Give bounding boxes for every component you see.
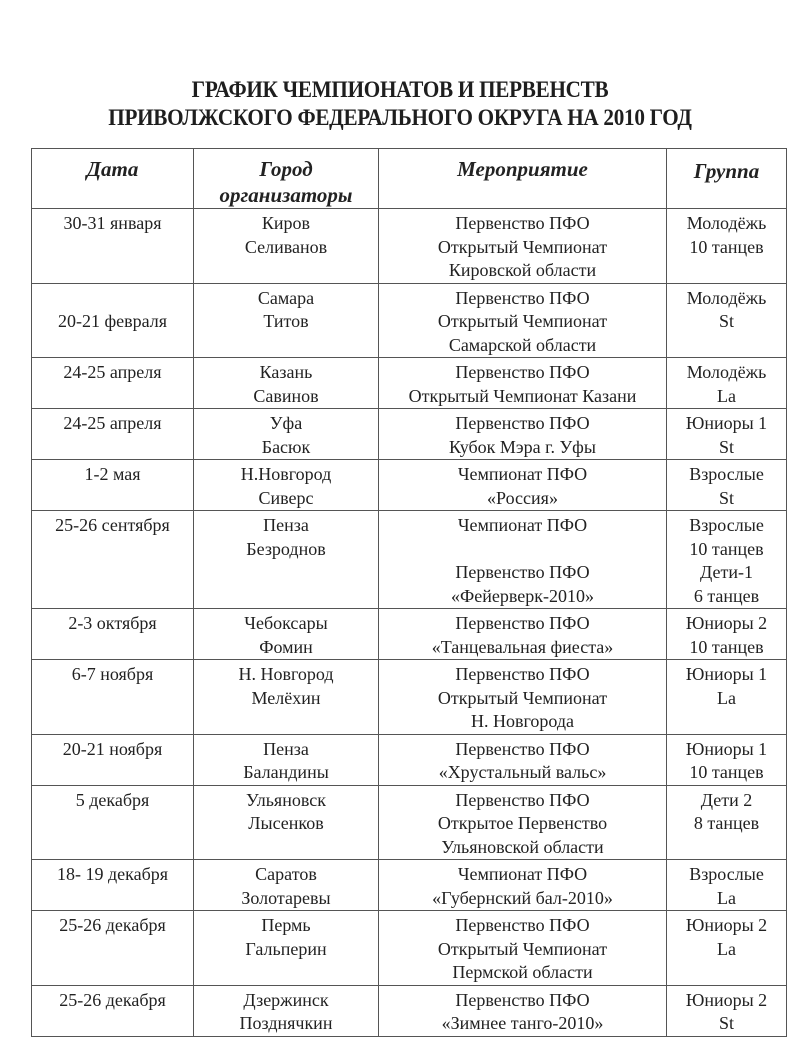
event-cell-line: «Губернский бал-2010» [432,887,613,908]
date-cell-text: 6-7 ноября [71,664,154,684]
group-cell-line: 8 танцев [693,813,760,833]
document-title-line-1: ГРАФИК ЧЕМПИОНАТОВ И ПЕРВЕНСТВ [191,77,609,102]
group-cell-line: La [717,938,736,959]
event-cell [379,283,667,358]
date-cell-text: 2-3 октября [68,613,157,633]
group-cell-line: 10 танцев [689,636,764,657]
group-cell-line: Молодёжь [686,287,767,308]
event-cell-line: Первенство ПФО [455,362,590,382]
city-organizer-cell-line: Позднячкин [239,1013,333,1033]
group-cell [667,511,787,609]
group-cell-line: Юниоры 2 [685,915,768,935]
table-row [32,283,787,358]
header-date-label: Дата [86,157,139,181]
table-row [32,460,787,511]
city-organizer-cell-line: Сиверс [258,487,314,508]
header-city [194,149,379,209]
event-cell-line: Открытый Чемпионат [437,938,608,959]
city-organizer-cell-line: Пенза [263,515,309,535]
city-organizer-cell-line: Н.Новгород [240,464,332,484]
group-cell [667,911,787,986]
city-organizer-cell-line: Чебоксары [244,613,328,633]
group-cell [667,734,787,785]
group-cell-line: Юниоры 1 [685,664,768,684]
date-cell [32,358,194,409]
date-cell [32,734,194,785]
group-cell [667,283,787,358]
header-date [32,149,194,209]
header-event [379,149,667,209]
group-cell [667,609,787,660]
group-cell [667,785,787,860]
group-cell [667,460,787,511]
city-organizer-cell-line: Фомин [259,636,313,657]
city-organizer-cell [194,734,379,785]
event-cell [379,209,667,284]
date-cell [32,985,194,1036]
header-group [667,149,787,209]
event-cell [379,734,667,785]
date-cell-text: 25-26 сентября [55,515,170,535]
event-cell-line: Первенство ПФО [455,664,590,684]
table-row [32,860,787,911]
event-cell-line: «Фейерверк-2010» [451,585,594,606]
group-cell-line: Юниоры 2 [685,613,768,633]
group-cell-line: Молодёжь [686,213,767,233]
event-cell-line: Чемпионат ПФО [457,464,588,484]
event-cell-line: Кировской области [448,260,597,280]
table-row [32,409,787,460]
city-organizer-cell [194,460,379,511]
event-cell [379,511,667,609]
event-cell-line: Первенство ПФО [455,562,590,582]
city-organizer-cell-line: Титов [263,311,309,331]
event-cell-line: Чемпионат ПФО [457,864,588,884]
group-cell-line: Юниоры 1 [685,738,768,759]
event-cell-line: Ульяновской области [441,836,604,857]
date-cell [32,911,194,986]
city-organizer-cell [194,609,379,660]
city-organizer-cell [194,985,379,1036]
group-cell-line: St [718,436,734,457]
group-cell-line: 6 танцев [693,585,760,606]
header-city-label: Город [259,157,313,181]
city-organizer-cell-line: Безроднов [246,538,326,559]
group-cell-line: Взрослые [689,464,764,484]
event-cell-line: «Россия» [487,487,558,508]
date-cell-text: 20-21 февраля [57,311,168,331]
city-organizer-cell-line: Саратов [255,864,317,884]
city-organizer-cell-line: Селиванов [244,236,328,257]
city-organizer-cell-line: Самара [257,287,315,308]
table-row [32,911,787,986]
table-row [32,358,787,409]
table-row [32,660,787,735]
event-cell-line: Первенство ПФО [455,789,590,810]
city-organizer-cell [194,358,379,409]
event-cell-line: Пермской области [452,962,593,982]
date-cell-text: 20-21 ноября [62,738,163,759]
event-cell-line: Первенство ПФО [455,915,590,935]
event-cell-line: Первенство ПФО [455,213,590,233]
schedule-table [31,148,787,1037]
city-organizer-cell-line: Пермь [261,915,311,935]
table-row [32,985,787,1036]
event-cell-line: Открытый Чемпионат [437,311,608,331]
date-cell [32,511,194,609]
group-cell [667,358,787,409]
group-cell-line: Юниоры 1 [685,413,768,433]
event-cell-line: Открытый Чемпионат [437,236,608,257]
event-cell-line: «Хрустальный вальс» [438,762,607,782]
city-organizer-cell [194,409,379,460]
table-row [32,785,787,860]
group-cell [667,860,787,911]
date-cell-text: 30-31 января [63,213,162,233]
table-row [32,209,787,284]
group-cell-line: La [717,887,736,908]
event-cell [379,985,667,1036]
event-cell-line: Открытый Чемпионат Казани [408,385,637,406]
group-cell-line: St [718,1013,734,1033]
group-cell-line: Взрослые [689,864,764,884]
event-cell [379,358,667,409]
city-organizer-cell-line: Баландины [243,762,329,782]
city-organizer-cell-line: Золотаревы [241,887,331,908]
event-cell-line [379,538,666,562]
event-cell-line: Открытый Чемпионат [437,687,608,708]
table-row [32,511,787,609]
city-organizer-cell-line: Лысенков [248,813,324,833]
header-group-label: Группа [693,159,760,183]
city-organizer-cell [194,283,379,358]
event-cell-line: «Зимнее танго-2010» [441,1013,604,1033]
group-cell [667,660,787,735]
event-cell-line: «Танцевальная фиеста» [431,636,614,657]
event-cell [379,460,667,511]
group-cell-line: Дети-1 [700,562,753,582]
city-organizer-cell-line: Басюк [261,436,311,457]
city-organizer-cell-line: Ульяновск [246,789,326,810]
group-cell-line: La [717,385,736,406]
group-cell-line: St [718,311,734,331]
group-cell-line: St [718,487,734,508]
group-cell [667,985,787,1036]
group-cell [667,209,787,284]
date-cell [32,609,194,660]
city-organizer-cell-line: Гальперин [245,938,327,959]
event-cell [379,660,667,735]
city-organizer-cell [194,785,379,860]
event-cell-line: Первенство ПФО [455,613,590,633]
city-organizer-cell [194,511,379,609]
date-cell [32,860,194,911]
group-cell-line: Взрослые [689,515,764,535]
header-event-label: Мероприятие [457,157,588,181]
date-cell-text: 18- 19 декабря [56,864,169,884]
date-cell-text: 5 декабря [75,789,150,810]
date-cell [32,660,194,735]
event-cell-line: Чемпионат ПФО [457,515,588,535]
date-cell [32,460,194,511]
event-cell [379,609,667,660]
city-organizer-cell [194,860,379,911]
document-title-line-2: ПРИВОЛЖСКОГО ФЕДЕРАЛЬНОГО ОКРУГА НА 2010 ГОД [108,105,692,130]
header-organizers-label: организаторы [219,183,353,207]
city-organizer-cell-line: Уфа [269,413,303,433]
event-cell [379,911,667,986]
city-organizer-cell-line: Дзержинск [243,989,329,1010]
group-cell-line: Дети 2 [700,789,753,810]
event-cell-line: Первенство ПФО [455,989,590,1010]
group-cell-line: 10 танцев [689,538,764,559]
event-cell-line: Самарской области [448,334,597,355]
date-cell-text: 24-25 апреля [63,413,162,433]
city-organizer-cell-line: Савинов [253,385,319,406]
event-cell-line: Первенство ПФО [455,413,590,433]
event-cell [379,409,667,460]
city-organizer-cell-line: Пенза [263,738,309,759]
event-cell-line: Н. Новгорода [470,711,575,731]
group-cell-line: Молодёжь [686,362,767,382]
date-cell-text: 1-2 мая [84,464,141,484]
event-cell [379,860,667,911]
group-cell-line: 10 танцев [689,762,764,782]
date-cell [32,283,194,358]
date-cell [32,409,194,460]
table-row [32,734,787,785]
table-row [32,609,787,660]
city-organizer-cell-line: Мелёхин [251,687,321,708]
event-cell-line: Первенство ПФО [455,738,590,759]
city-organizer-cell-line: Киров [261,213,311,233]
city-organizer-cell [194,209,379,284]
city-organizer-cell-line: Н. Новгород [238,664,334,684]
group-cell-line: La [717,687,736,708]
city-organizer-cell [194,911,379,986]
date-cell-text: 25-26 декабря [59,989,166,1010]
event-cell [379,785,667,860]
group-cell-line: Юниоры 2 [685,989,768,1010]
table-header-row [32,149,787,209]
city-organizer-cell-line: Казань [259,362,313,382]
event-cell-line: Кубок Мэра г. Уфы [449,436,596,457]
group-cell [667,409,787,460]
date-cell-text: 24-25 апреля [63,362,162,382]
group-cell-line: 10 танцев [689,236,764,257]
date-cell-text: 25-26 декабря [59,915,166,935]
date-cell [32,209,194,284]
event-cell-line: Открытое Первенство [437,813,608,833]
date-cell [32,785,194,860]
city-organizer-cell [194,660,379,735]
event-cell-line: Первенство ПФО [455,287,590,308]
